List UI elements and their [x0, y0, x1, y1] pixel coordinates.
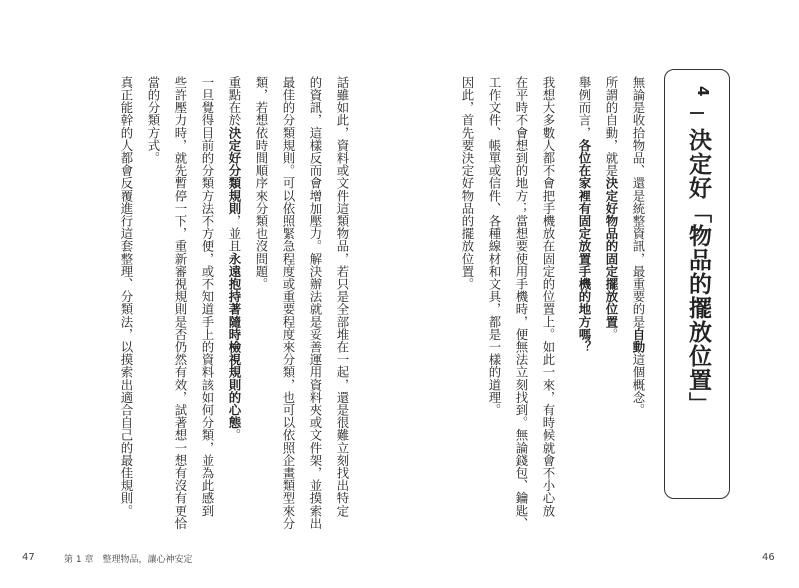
- text-column: 真正能幹的人都會反覆進行這套整理、分類法，以摸索出適合自己的最佳規則。: [119, 76, 134, 517]
- chapter-title: 第 1 章 整理物品，讓心神安定: [64, 555, 193, 565]
- heading-divider: [690, 112, 704, 114]
- emphasis-text: 自動: [631, 328, 646, 354]
- emphasis-text: 決定好物品的固定擺放位置: [604, 176, 619, 329]
- text-column: 工作文件、帳單或信件、各種線材和文具，都是一樣的道理。: [487, 76, 502, 417]
- emphasis-text: 決定好分類規則: [227, 126, 242, 215]
- heading-title: 決定好「物品的擺放位置」: [685, 128, 711, 416]
- text-column: 舉例而言，各位在家裡有固定放置手機的地方嗎？: [577, 76, 592, 354]
- text-column: 在平時不會想到的地方；當想要使用手機時，便無法立刻找到。無論錢包、鑰匙、: [514, 76, 529, 530]
- text-column: 話雖如此，資料或文件這類物品，若只是全部堆在一起，還是很難立刻找出特定: [335, 76, 350, 517]
- emphasis-text: 永遠抱持著隨時檢視規則的心態: [227, 252, 242, 429]
- text-column: 些許壓力時，就先暫停一下，重新審視規則是否仍然有效，試著想一想有沒有更恰: [173, 76, 188, 530]
- text-column: 所謂的自動，就是決定好物品的固定擺放位置。: [604, 76, 619, 341]
- text-column: 當的分類方式。: [146, 76, 161, 165]
- right-page-number: 46: [762, 552, 775, 563]
- text-column: 因此，首先要決定好物品的擺放位置。: [460, 76, 475, 291]
- text-column: 類，若想依時間順序來分類也沒問題。: [254, 76, 269, 291]
- emphasis-text: 各位在家裡有固定放置手機的地方嗎？: [577, 139, 592, 354]
- heading-number: 4: [694, 86, 712, 97]
- text-column: 最佳的分類規則。可以依照緊急程度或重要程度來分類，也可以依照企畫類型來分: [281, 76, 296, 530]
- text-column: 我想大多數人都不會把手機放在固定的位置上。如此一來，有時候就會不小心放: [541, 76, 556, 517]
- left-page-number: 47: [22, 552, 35, 563]
- text-column: 無論是收拾物品、還是統整資訊，最重要的是自動這個概念。: [631, 76, 646, 417]
- text-column: 的資訊，這樣反而會增加壓力。解決辦法就是妥善運用資料夾或文件架，並摸索出: [308, 76, 323, 530]
- text-column: 一旦覺得目前的分類方法不方便，或不知道手上的資料該如何分類，並為此感到: [200, 76, 215, 517]
- text-column: 重點在於決定好分類規則，並且永遠抱持著隨時檢視規則的心態。: [227, 76, 242, 442]
